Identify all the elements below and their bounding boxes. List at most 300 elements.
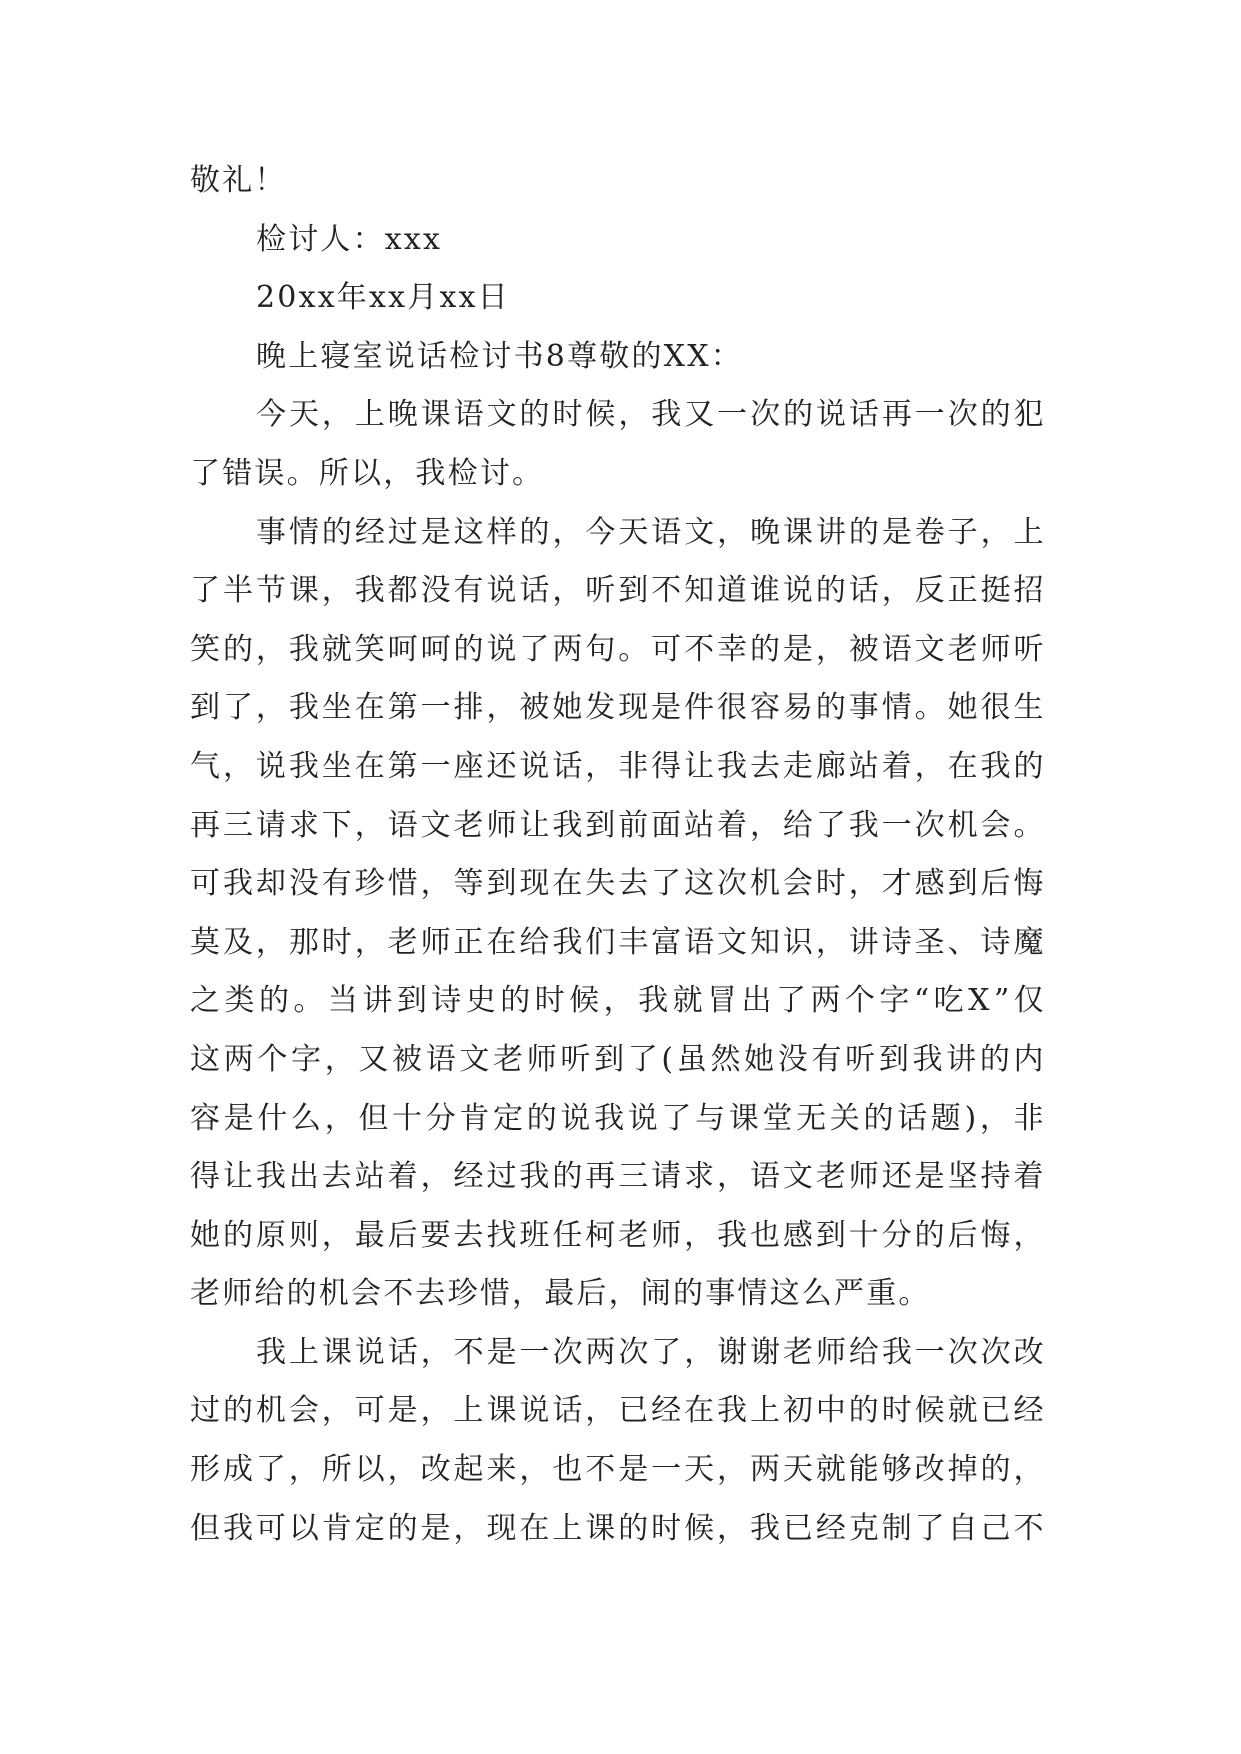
text-glyph: ，	[618, 397, 651, 433]
text-glyph: 呵	[387, 631, 420, 667]
text-glyph: 十	[848, 1217, 881, 1253]
text-glyph: 我	[222, 866, 256, 902]
text-glyph: 仅	[1013, 983, 1046, 1019]
text-glyph: 来	[486, 1452, 519, 1488]
text-glyph: 还	[486, 748, 519, 784]
text-glyph: 话	[387, 1334, 420, 1370]
text-glyph: 就	[815, 1452, 849, 1488]
text-glyph: ，	[486, 690, 519, 726]
text-glyph: 、	[947, 924, 980, 960]
text-glyph: 了	[651, 866, 684, 902]
text-glyph: 才	[881, 866, 914, 902]
text-glyph: 失	[585, 866, 618, 902]
text-glyph: 不	[651, 573, 684, 609]
text-glyph: 坚	[947, 1159, 980, 1195]
text-glyph: 排	[453, 690, 486, 726]
text-glyph: ，	[684, 1217, 717, 1253]
text-glyph: 说	[519, 748, 552, 784]
text-glyph: 了	[190, 573, 223, 609]
text-glyph: 容	[749, 690, 783, 726]
text-glyph: ，	[387, 1452, 420, 1488]
text-glyph: 不	[585, 1452, 618, 1488]
text-glyph: 着	[717, 807, 750, 843]
text-glyph: 圣	[914, 924, 947, 960]
text-glyph: 是	[420, 1510, 453, 1546]
text-glyph: 非	[1013, 1100, 1046, 1136]
text-glyph: 又	[358, 1041, 391, 1077]
text-glyph: 所	[321, 1452, 354, 1488]
text-glyph: ，	[420, 1159, 453, 1195]
text-glyph: 面	[651, 807, 684, 843]
text-glyph: 课	[585, 1510, 618, 1546]
text-glyph: ，	[815, 631, 849, 667]
text-glyph: ，	[354, 924, 387, 960]
text-glyph: 类	[224, 983, 257, 1019]
text-glyph: 件	[684, 690, 717, 726]
text-glyph: 反	[914, 573, 947, 609]
text-glyph: 说	[519, 1393, 552, 1429]
text-glyph: 生	[1013, 690, 1046, 726]
text-glyph: 天	[618, 514, 651, 550]
text-glyph: 出	[288, 1159, 322, 1195]
text-glyph: 一	[881, 807, 914, 843]
text-glyph: 节	[255, 573, 289, 609]
text-glyph: 。	[914, 690, 947, 726]
text-glyph: 得	[651, 748, 684, 784]
text-glyph: 发	[585, 690, 618, 726]
text-glyph: ，	[717, 1510, 750, 1546]
text-glyph: 文	[684, 514, 717, 550]
text-glyph: 初	[782, 1393, 816, 1429]
text-glyph: 虽	[676, 1041, 709, 1077]
text-glyph: 在	[947, 748, 980, 784]
text-glyph: 机	[749, 866, 783, 902]
text-glyph: 我	[638, 983, 671, 1019]
text-glyph: 今	[256, 397, 289, 433]
text-glyph: ，	[749, 807, 783, 843]
text-glyph: 我	[651, 397, 684, 433]
text-glyph: 可	[651, 631, 684, 667]
text-glyph: 过	[190, 1393, 223, 1429]
text-glyph: 这	[453, 514, 486, 550]
text-glyph: 下	[321, 807, 354, 843]
text-glyph: 廊	[815, 748, 849, 784]
text-glyph: 候	[569, 983, 602, 1019]
text-glyph: 师	[651, 1217, 684, 1253]
text-glyph: 我	[519, 1159, 552, 1195]
text-glyph: 被	[848, 631, 881, 667]
text-glyph: 的	[980, 1452, 1013, 1488]
text-glyph: 事	[848, 690, 881, 726]
text-glyph: 什	[257, 1100, 290, 1136]
text-glyph: 座	[453, 748, 486, 784]
text-glyph: 在	[552, 866, 585, 902]
text-glyph: ，	[453, 1510, 486, 1546]
text-glyph: 文	[914, 631, 947, 667]
text-glyph: 自	[947, 1510, 980, 1546]
text-glyph: 个	[257, 1041, 290, 1077]
text-glyph: 还	[881, 1159, 914, 1195]
text-glyph: 听	[560, 1041, 593, 1077]
text-glyph: 语	[749, 1159, 783, 1195]
text-glyph: 语	[651, 514, 684, 550]
text-glyph: 到	[396, 983, 430, 1019]
text-glyph: 肯	[459, 1100, 492, 1136]
text-glyph: 的	[815, 573, 849, 609]
text-glyph: 讲	[815, 514, 849, 550]
text-glyph: 着	[387, 1159, 420, 1195]
text-glyph: 经	[453, 1159, 486, 1195]
paragraph-line	[190, 621, 1046, 680]
text-glyph: 半	[222, 573, 256, 609]
text-glyph: 然	[710, 1041, 743, 1077]
text-glyph: 我	[717, 1393, 750, 1429]
text-glyph: ，	[321, 573, 354, 609]
text-glyph: 的	[815, 690, 849, 726]
text-glyph: 着	[881, 748, 914, 784]
text-glyph: 了	[775, 983, 809, 1019]
text-glyph: 呵	[420, 631, 453, 667]
text-glyph: 非	[618, 748, 651, 784]
text-glyph: 走	[782, 748, 816, 784]
text-glyph: “	[913, 983, 932, 1019]
text-glyph: 语	[881, 631, 914, 667]
text-glyph: 说	[627, 1100, 660, 1136]
text-glyph: 天	[782, 1452, 816, 1488]
text-glyph: 课	[321, 1334, 355, 1370]
text-glyph: 是	[486, 1334, 519, 1370]
text-glyph: 话	[848, 573, 881, 609]
text-glyph: ，	[603, 983, 636, 1019]
text-glyph: 最	[354, 1217, 387, 1253]
text-glyph: 她	[947, 690, 980, 726]
text-glyph: ，	[585, 748, 618, 784]
text-glyph: 再	[190, 807, 223, 843]
text-glyph: 给	[848, 1334, 882, 1370]
text-glyph: 一	[519, 1334, 552, 1370]
text-glyph: 到	[947, 866, 980, 902]
text-glyph: 是	[223, 1100, 256, 1136]
text-glyph: 我	[552, 807, 585, 843]
text-glyph: 话	[897, 1100, 930, 1136]
text-glyph: 招	[1013, 573, 1046, 609]
text-glyph: 上	[749, 1393, 783, 1429]
text-glyph: 挺	[980, 573, 1013, 609]
text-glyph: 我	[749, 1510, 783, 1546]
text-glyph: 的	[453, 631, 486, 667]
text-glyph: 晚	[387, 397, 420, 433]
text-glyph: 十	[392, 1100, 425, 1136]
text-glyph: ，	[420, 1334, 453, 1370]
text-glyph: 当	[327, 983, 361, 1019]
text-glyph: 师	[815, 1334, 849, 1370]
text-glyph: 以	[354, 1452, 387, 1488]
text-glyph: 就	[321, 631, 354, 667]
text-glyph: 那	[288, 924, 322, 960]
text-glyph: ，	[519, 1452, 552, 1488]
text-glyph: 的	[1013, 748, 1046, 784]
text-glyph: 很	[717, 690, 750, 726]
text-glyph: ，	[980, 514, 1013, 550]
text-glyph: 原	[255, 1217, 289, 1253]
text-glyph: 文	[420, 807, 453, 843]
text-glyph: 到	[594, 1041, 627, 1077]
text-glyph: ，	[1013, 1452, 1046, 1488]
text-glyph: 又	[684, 397, 717, 433]
paragraph-line	[190, 562, 1046, 621]
text-glyph: 在	[486, 924, 519, 960]
text-glyph: 说	[815, 397, 849, 433]
text-glyph: 一	[420, 690, 453, 726]
text-glyph: 的	[980, 397, 1013, 433]
text-glyph: 这	[190, 1041, 223, 1077]
text-glyph: 次	[552, 1334, 585, 1370]
text-glyph: ，	[717, 1452, 750, 1488]
text-glyph: 是	[618, 1452, 651, 1488]
text-glyph: 找	[486, 1217, 519, 1253]
text-glyph: 是	[914, 1159, 947, 1195]
text-glyph: 谁	[749, 573, 783, 609]
text-glyph: 不	[453, 1334, 486, 1370]
text-glyph: 会	[782, 866, 816, 902]
text-glyph: 够	[881, 1452, 914, 1488]
text-glyph: 时	[815, 866, 849, 902]
closing-salutation: 敬礼！	[190, 163, 287, 198]
text-glyph: 不	[1013, 1510, 1046, 1546]
text-glyph: 语	[453, 397, 486, 433]
text-glyph: 两	[810, 983, 843, 1019]
text-glyph: 去	[618, 866, 651, 902]
text-glyph: 诗	[431, 983, 464, 1019]
paragraph-line	[190, 1382, 1046, 1441]
text-glyph: ，	[815, 924, 849, 960]
text-glyph: ，	[222, 748, 256, 784]
text-glyph: 坐	[321, 690, 354, 726]
text-glyph: ，	[684, 1334, 717, 1370]
text-glyph: 我	[912, 1041, 945, 1077]
text-glyph: 到	[878, 1041, 912, 1077]
text-glyph: 时	[651, 1510, 684, 1546]
text-glyph: 关	[829, 1100, 862, 1136]
paragraph-line	[190, 1090, 1046, 1149]
text-glyph: 后	[947, 1217, 980, 1253]
text-glyph: 说	[354, 1334, 388, 1370]
text-glyph: 候	[914, 1393, 947, 1429]
text-glyph: 坐	[321, 748, 354, 784]
text-glyph: 的	[552, 1159, 585, 1195]
text-glyph: 语	[425, 1041, 458, 1077]
text-glyph: 等	[453, 866, 486, 902]
text-glyph: 不	[684, 631, 717, 667]
text-glyph: 师	[526, 1041, 559, 1077]
text-glyph: ，	[321, 397, 355, 433]
text-glyph: 了	[914, 1510, 947, 1546]
text-glyph: 去	[321, 1159, 354, 1195]
text-glyph: 以	[288, 1510, 322, 1546]
text-glyph: 次	[914, 807, 947, 843]
text-glyph: 过	[387, 514, 420, 550]
paragraph-line	[190, 738, 1046, 797]
text-glyph: 我	[717, 748, 750, 784]
text-glyph: 一	[420, 748, 453, 784]
text-glyph: 是	[651, 690, 684, 726]
text-glyph: 么	[291, 1100, 324, 1136]
text-glyph: 两	[552, 631, 585, 667]
text-glyph: 丰	[618, 924, 651, 960]
text-glyph: 了	[815, 807, 849, 843]
text-glyph: 在	[684, 1393, 717, 1429]
text-glyph: 一	[914, 1334, 947, 1370]
text-glyph: 到	[486, 866, 519, 902]
text-glyph: 说	[560, 1100, 593, 1136]
text-glyph: 持	[980, 1159, 1013, 1195]
text-glyph: 就	[947, 1393, 980, 1429]
text-glyph: 。	[293, 983, 326, 1019]
text-glyph: 我	[256, 1334, 289, 1370]
text-glyph: 了	[661, 1100, 694, 1136]
text-glyph: 没	[777, 1041, 810, 1077]
paragraph-line	[190, 679, 1046, 738]
paragraph-line	[190, 1324, 1046, 1383]
text-glyph: 得	[190, 1159, 223, 1195]
text-glyph: ，	[585, 1393, 618, 1429]
text-glyph: 形	[190, 1452, 223, 1488]
text-glyph: 课	[420, 397, 453, 433]
text-glyph: 次	[750, 397, 783, 433]
text-glyph: 听	[845, 1041, 878, 1077]
text-glyph: 我	[255, 1159, 289, 1195]
text-glyph: 候	[585, 397, 618, 433]
text-glyph: 文	[486, 397, 519, 433]
text-glyph: 却	[255, 866, 289, 902]
text-glyph: 与	[695, 1100, 728, 1136]
text-glyph: ，	[255, 631, 289, 667]
text-glyph: 到	[190, 690, 223, 726]
text-glyph: 让	[519, 807, 552, 843]
text-glyph: 可	[190, 866, 223, 902]
text-glyph: ，	[717, 1159, 750, 1195]
text-glyph: 了	[222, 690, 256, 726]
paragraph-line	[190, 1031, 1046, 1090]
text-glyph: 。	[1013, 807, 1046, 843]
text-glyph: 已	[782, 1510, 816, 1546]
text-glyph: 次	[717, 866, 750, 902]
text-glyph: 时	[534, 983, 567, 1019]
text-glyph: 时	[881, 1393, 914, 1429]
text-glyph: 天	[288, 397, 322, 433]
text-glyph: 了	[519, 631, 552, 667]
text-glyph: 的	[519, 397, 552, 433]
text-glyph: 在	[354, 748, 387, 784]
paragraph-line	[190, 1148, 1046, 1207]
text-glyph: 犯	[1013, 397, 1046, 433]
text-glyph: 有	[811, 1041, 844, 1077]
text-glyph: 情	[881, 690, 914, 726]
text-glyph: 次	[947, 397, 980, 433]
text-glyph: 前	[618, 807, 651, 843]
text-glyph: 再	[585, 1159, 618, 1195]
text-glyph: 说	[486, 573, 519, 609]
text-glyph: 成	[222, 1452, 256, 1488]
text-glyph: 及	[222, 924, 256, 960]
text-glyph: 第	[387, 748, 420, 784]
text-glyph: 求	[684, 1159, 717, 1195]
text-glyph: 字	[291, 1041, 324, 1077]
text-glyph: 富	[651, 924, 684, 960]
paragraph-line	[190, 972, 1046, 1031]
text-glyph: 话	[848, 397, 882, 433]
text-glyph: 去	[453, 1217, 486, 1253]
text-glyph: 我	[288, 748, 322, 784]
text-glyph: 三	[618, 1159, 651, 1195]
text-glyph: 后	[980, 866, 1013, 902]
text-glyph: 可	[255, 1510, 289, 1546]
text-glyph: 感	[782, 1217, 816, 1253]
text-glyph: 但	[358, 1100, 391, 1136]
text-glyph: 老	[618, 1217, 651, 1253]
text-glyph: 内	[1013, 1041, 1046, 1077]
text-glyph: 是	[420, 514, 453, 550]
text-glyph: 三	[222, 807, 256, 843]
text-glyph: 我	[980, 748, 1013, 784]
text-glyph: 次	[618, 1334, 651, 1370]
text-glyph: 师	[486, 807, 519, 843]
text-glyph: 道	[717, 573, 750, 609]
text-glyph: 幸	[717, 631, 750, 667]
text-glyph: 样	[486, 514, 519, 550]
text-glyph: 句	[585, 631, 618, 667]
text-glyph: ，	[717, 514, 750, 550]
text-glyph: X	[968, 983, 992, 1019]
text-glyph: 老	[493, 1041, 526, 1077]
text-glyph: 讲	[946, 1041, 979, 1077]
text-glyph: 老	[783, 1334, 816, 1370]
text-glyph: 正	[947, 573, 980, 609]
text-glyph: 的	[222, 1393, 256, 1429]
text-glyph: 知	[749, 924, 783, 960]
text-glyph: 出	[741, 983, 774, 1019]
text-glyph: 到	[585, 807, 618, 843]
text-glyph: ，	[979, 1100, 1013, 1136]
text-glyph: 起	[453, 1452, 486, 1488]
text-glyph: 一	[717, 397, 750, 433]
text-glyph: 诗	[980, 924, 1013, 960]
text-glyph: 班	[519, 1217, 552, 1253]
text-glyph: 是	[387, 1393, 420, 1429]
text-glyph: 堂	[762, 1100, 795, 1136]
text-glyph: 诗	[881, 924, 914, 960]
text-glyph: 时	[321, 924, 354, 960]
text-glyph: 是	[881, 514, 915, 550]
text-glyph: 已	[618, 1393, 651, 1429]
text-glyph: 老	[387, 924, 420, 960]
text-glyph: 能	[848, 1452, 881, 1488]
text-glyph: 的	[258, 983, 292, 1019]
text-glyph: 笑	[190, 631, 223, 667]
text-glyph: 容	[190, 1100, 223, 1136]
text-glyph: 的	[519, 514, 552, 550]
text-glyph: 也	[552, 1452, 585, 1488]
text-glyph: 到	[618, 573, 651, 609]
text-glyph: 情	[288, 514, 322, 550]
paragraph-line	[190, 1441, 1046, 1500]
text-glyph: 是	[782, 631, 816, 667]
text-glyph: 时	[552, 397, 585, 433]
text-glyph: 说	[486, 631, 519, 667]
text-glyph: 现	[519, 866, 552, 902]
text-glyph: 话	[552, 748, 585, 784]
text-glyph: 文	[717, 924, 750, 960]
